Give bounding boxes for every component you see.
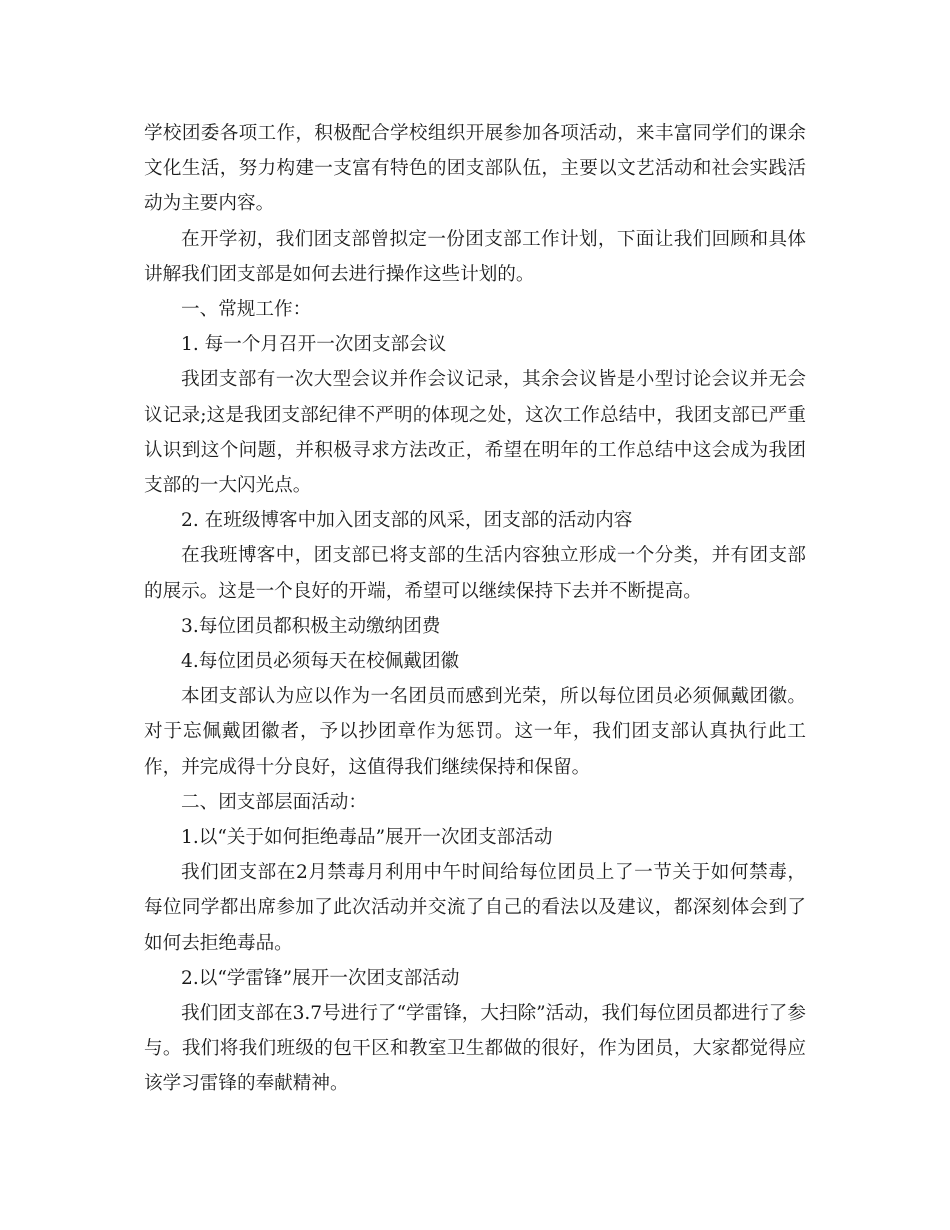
list-item-heading: 3.每位团员都积极主动缴纳团费	[181, 615, 441, 637]
section-heading: 二、团支部层面活动：	[181, 791, 367, 813]
list-item-heading: 4.每位团员必须每天在校佩戴团徽	[181, 651, 460, 673]
list-item-heading: 1. 每一个月召开一次团支部会议	[181, 334, 447, 356]
paragraph: 在开学初，我们团支部曾拟定一份团支部工作计划，下面让我们回顾和具体讲解我们团支部是如何去进行操作这些计划的。	[144, 228, 806, 285]
paragraph: 本团支部认为应以作为一名团员而感到光荣，所以每位团员必须佩戴团徽。对于忘佩戴团徽者，予以抄团章作为惩罚。这一年，我们团支部认真执行此工作，并完成得十分良好，这值得我们继续保持和保留。	[144, 686, 806, 778]
paragraph: 在我班博客中，团支部已将支部的生活内容独立形成一个分类，并有团支部的展示。这是一个良好的开端，希望可以继续保持下去并不断提高。	[144, 545, 806, 602]
paragraph: 我团支部有一次大型会议并作会议记录，其余会议皆是小型讨论会议并无会议记录;这是我团支部纪律不严明的体现之处，这次工作总结中，我团支部已严重认识到这个问题，并积极寻求方法改正，希望在明年的工作总结中这会成为我团支部的一大闪光点。	[144, 369, 806, 497]
list-item-heading: 1.以“关于如何拒绝毒品”展开一次团支部活动	[181, 827, 553, 849]
document-body	[144, 116, 806, 1102]
list-item-heading: 2.以“学雷锋”展开一次团支部活动	[181, 967, 460, 989]
section-heading: 一、常规工作：	[181, 299, 312, 321]
paragraph: 学校团委各项工作，积极配合学校组织开展参加各项活动，来丰富同学们的课余文化生活，努力构建一支富有特色的团支部队伍，主要以文艺活动和社会实践活动为主要内容。	[144, 123, 806, 215]
paragraph: 我们团支部在2月禁毒月利用中午时间给每位团员上了一节关于如何禁毒，每位同学都出席参加了此次活动并交流了自己的看法以及建议，都深刻体会到了如何去拒绝毒品。	[144, 862, 806, 954]
list-item-heading: 2. 在班级博客中加入团支部的风采，团支部的活动内容	[181, 510, 633, 532]
paragraph: 我们团支部在3.7号进行了“学雷锋，大扫除”活动，我们每位团员都进行了参与。我们将我们班级的包干区和教室卫生都做的很好，作为团员，大家都觉得应该学习雷锋的奉献精神。	[144, 1003, 806, 1095]
